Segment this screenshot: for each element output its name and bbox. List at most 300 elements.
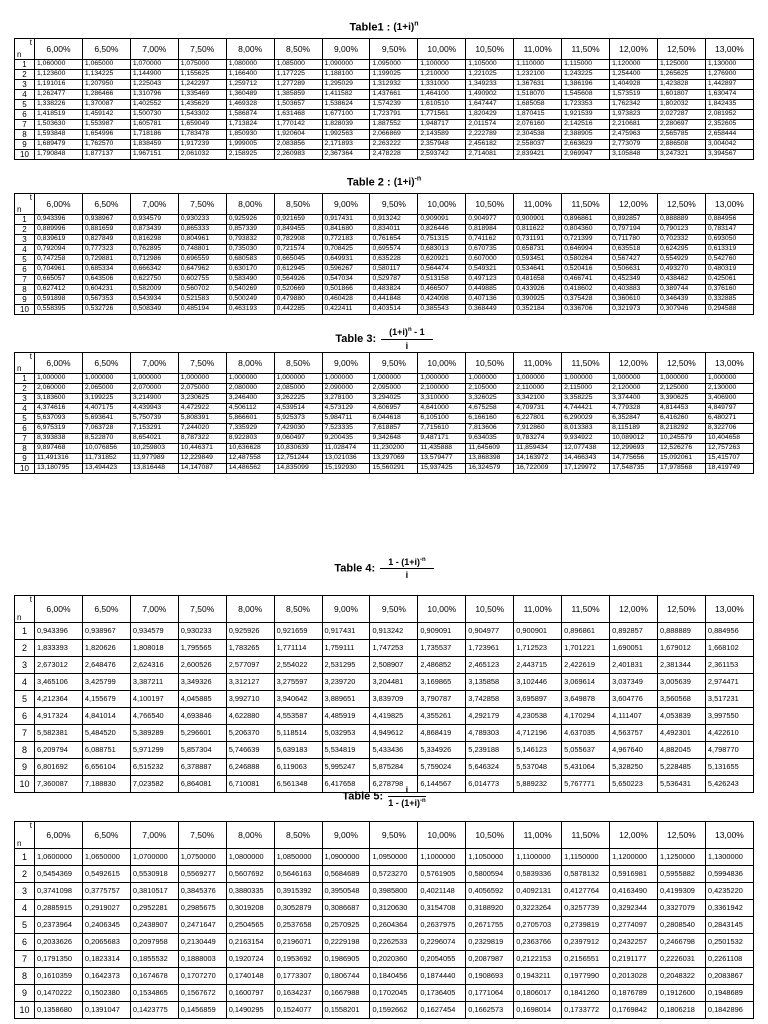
rate-header-cell: 8,50%	[274, 353, 322, 374]
value-cell: 0,497123	[466, 275, 514, 285]
row-number-cell: 2	[15, 70, 35, 80]
row-number-cell: 10	[15, 1002, 35, 1019]
row-number-cell: 9	[15, 454, 35, 464]
rate-header-cell: 12,00%	[610, 353, 658, 374]
value-cell: 0,804961	[178, 235, 226, 245]
value-cell: 1,0600000	[35, 849, 83, 866]
value-cell: 0,389744	[657, 285, 705, 295]
value-cell: 0,1600797	[226, 985, 274, 1002]
period-axis-label: t	[29, 193, 32, 202]
row-number-cell: 5	[15, 255, 35, 265]
value-cell: 5,131655	[705, 759, 753, 776]
value-cell: 2,531295	[322, 657, 370, 674]
value-cell: 5,582381	[35, 725, 83, 742]
value-cell: 1,469328	[226, 100, 274, 110]
rate-header-cell: 13,00%	[705, 39, 753, 60]
value-cell: 1,110000	[514, 60, 562, 70]
table1-formula	[393, 22, 418, 33]
value-cell: 1,435629	[178, 100, 226, 110]
value-cell: 1,999005	[226, 140, 274, 150]
table-row	[15, 130, 754, 140]
table-row	[15, 742, 754, 759]
value-cell: 6,416260	[657, 414, 705, 424]
value-cell: 1,992563	[322, 130, 370, 140]
rate-header-cell: 10,00%	[418, 39, 466, 60]
value-cell: 1,917239	[178, 140, 226, 150]
value-cell: 0,4021148	[418, 883, 466, 900]
value-cell: 0,792094	[35, 245, 83, 255]
value-cell: 0,3327079	[657, 900, 705, 917]
value-cell: 0,2985675	[178, 900, 226, 917]
value-cell: 0,1567672	[178, 985, 226, 1002]
value-cell: 15,560291	[370, 464, 418, 474]
corner-cell	[15, 822, 35, 849]
value-cell: 1,123600	[35, 70, 83, 80]
value-cell: 2,142516	[562, 120, 610, 130]
value-cell: 2,974471	[705, 674, 753, 691]
value-cell: 0,627412	[35, 285, 83, 295]
value-cell: 0,2087987	[466, 951, 514, 968]
value-cell: 0,425061	[705, 275, 753, 285]
value-cell: 1,000000	[82, 374, 130, 384]
value-cell: 1,920604	[274, 130, 322, 140]
value-cell: 0,665045	[274, 255, 322, 265]
value-cell: 0,888889	[657, 215, 705, 225]
value-cell: 0,635228	[370, 255, 418, 265]
value-cell: 0,747258	[35, 255, 83, 265]
value-cell: 1,543302	[178, 110, 226, 120]
value-cell: 1,335469	[178, 90, 226, 100]
value-cell: 0,1470222	[35, 985, 83, 1002]
value-cell: 0,375428	[562, 295, 610, 305]
table-row	[15, 295, 754, 305]
value-cell: 0,647962	[178, 265, 226, 275]
table3-formula	[381, 327, 432, 351]
value-cell: 2,388905	[562, 130, 610, 140]
value-cell: 2,624316	[130, 657, 178, 674]
value-cell: 1,712523	[514, 640, 562, 657]
value-cell: 5,808391	[178, 414, 226, 424]
rate-header-cell: 12,00%	[610, 596, 658, 623]
value-cell: 0,5839336	[514, 866, 562, 883]
value-cell: 0,376160	[705, 285, 753, 295]
value-cell: 2,105000	[466, 384, 514, 394]
table3-formula-num: $(1+i)^n - 1$	[389, 327, 425, 337]
rate-header-cell: 11,50%	[562, 353, 610, 374]
rate-header-cell: 12,50%	[657, 596, 705, 623]
value-cell: 0,873439	[130, 225, 178, 235]
rate-header-cell: 9,50%	[370, 353, 418, 374]
value-cell: 0,1806744	[322, 968, 370, 985]
rate-header-cell: 9,50%	[370, 194, 418, 215]
table-row	[15, 384, 754, 394]
value-cell: 0,3985800	[370, 883, 418, 900]
row-number-cell: 4	[15, 245, 35, 255]
table-row	[15, 235, 754, 245]
rate-header-cell: 7,00%	[130, 194, 178, 215]
value-cell: 0,2919027	[82, 900, 130, 917]
value-cell: 4,606957	[370, 404, 418, 414]
rate-header-cell: 6,00%	[35, 194, 83, 215]
table-row	[15, 265, 754, 275]
value-cell: 4,100197	[130, 691, 178, 708]
value-cell: 18,419749	[705, 464, 753, 474]
rate-header-cell: 7,50%	[178, 353, 226, 374]
value-cell: 1,115000	[562, 60, 610, 70]
value-cell: 2,886508	[657, 140, 705, 150]
value-cell: 2,210681	[610, 120, 658, 130]
value-cell: 0,1943211	[514, 968, 562, 985]
row-number-cell: 2	[15, 640, 35, 657]
value-cell: 2,486852	[418, 657, 466, 674]
value-cell: 5,637093	[35, 414, 83, 424]
value-cell: 7,023582	[130, 776, 178, 793]
value-cell: 0,1986905	[322, 951, 370, 968]
rate-header-cell: 10,50%	[466, 194, 514, 215]
value-cell: 0,1948689	[705, 985, 753, 1002]
value-cell: 2,011574	[466, 120, 514, 130]
value-cell: 2,061032	[178, 150, 226, 160]
value-cell: 0,480319	[705, 265, 753, 275]
value-cell: 0,1953692	[274, 951, 322, 968]
value-cell: 5,537048	[514, 759, 562, 776]
value-cell: 1,065000	[82, 60, 130, 70]
value-cell: 2,714081	[466, 150, 514, 160]
value-cell: 1,360489	[226, 90, 274, 100]
value-cell: 0,483824	[370, 285, 418, 295]
value-cell: 0,560702	[178, 285, 226, 295]
value-cell: 0,1642373	[82, 968, 130, 985]
value-cell: 0,2952281	[130, 900, 178, 917]
value-cell: 0,2504565	[226, 917, 274, 934]
rate-header-cell: 10,50%	[466, 596, 514, 623]
rate-header-cell: 10,50%	[466, 353, 514, 374]
value-cell: 1,418519	[35, 110, 83, 120]
value-cell: 1,723791	[370, 110, 418, 120]
value-cell: 0,841680	[322, 225, 370, 235]
value-cell: 13,868398	[466, 454, 514, 464]
value-cell: 0,1610359	[35, 968, 83, 985]
value-cell: 1,000000	[35, 374, 83, 384]
value-cell: 0,938967	[82, 215, 130, 225]
value-cell: 4,472922	[178, 404, 226, 414]
value-cell: 5,239188	[466, 742, 514, 759]
rate-header-cell: 6,50%	[82, 822, 130, 849]
row-number-cell: 9	[15, 140, 35, 150]
row-number-cell: 9	[15, 759, 35, 776]
value-cell: 0,702332	[657, 235, 705, 245]
value-cell: 0,596267	[322, 265, 370, 275]
value-cell: 0,1855532	[130, 951, 178, 968]
value-cell: 0,3086687	[322, 900, 370, 917]
value-cell: 1,000000	[130, 374, 178, 384]
value-cell: 4,573129	[322, 404, 370, 414]
value-cell: 0,921659	[274, 215, 322, 225]
row-axis-label: n	[17, 205, 22, 214]
value-cell: 0,564474	[418, 265, 466, 275]
value-cell: 0,2471647	[178, 917, 226, 934]
table-row	[15, 60, 754, 70]
value-cell: 0,643506	[82, 275, 130, 285]
value-cell: 4,849797	[705, 404, 753, 414]
table4-formula	[380, 557, 433, 580]
table-row	[15, 404, 754, 414]
value-cell: 0,1908693	[466, 968, 514, 985]
value-cell: 1,085000	[274, 60, 322, 70]
value-cell: 1,659049	[178, 120, 226, 130]
value-cell: 1,130000	[705, 60, 753, 70]
table5-grid	[14, 821, 754, 1019]
value-cell: 7,153291	[130, 424, 178, 434]
value-cell: 15,092061	[657, 454, 705, 464]
value-cell: 0,1806017	[514, 985, 562, 1002]
value-cell: 1,887552	[370, 120, 418, 130]
value-cell: 1,0700000	[130, 849, 178, 866]
value-cell: 0,1634237	[274, 985, 322, 1002]
value-cell: 0,5994836	[705, 866, 753, 883]
value-cell: 0,567353	[82, 295, 130, 305]
value-cell: 3,135858	[466, 674, 514, 691]
value-cell: 0,811622	[514, 225, 562, 235]
value-cell: 2,260983	[274, 150, 322, 160]
row-number-cell: 7	[15, 434, 35, 444]
rate-header-cell: 6,50%	[82, 39, 130, 60]
value-cell: 0,2705703	[514, 917, 562, 934]
value-cell: 2,577097	[226, 657, 274, 674]
value-cell: 4,355261	[418, 708, 466, 725]
table-row	[15, 275, 754, 285]
value-cell: 1,210000	[418, 70, 466, 80]
value-cell: 7,813606	[466, 424, 514, 434]
value-cell: 0,449885	[466, 285, 514, 295]
value-cell: 0,321973	[610, 305, 658, 315]
value-cell: 0,1740148	[226, 968, 274, 985]
value-cell: 0,433926	[514, 285, 562, 295]
value-cell: 1,0650000	[82, 849, 130, 866]
value-cell: 0,1391047	[82, 1002, 130, 1019]
value-cell: 4,798770	[705, 742, 753, 759]
value-cell: 0,2226031	[657, 951, 705, 968]
rate-header-cell: 7,50%	[178, 39, 226, 60]
value-cell: 3,239720	[322, 674, 370, 691]
value-cell: 1,973823	[610, 110, 658, 120]
value-cell: 0,500249	[226, 295, 274, 305]
value-cell: 1,762570	[82, 140, 130, 150]
rate-header-cell: 11,00%	[514, 822, 562, 849]
value-cell: 6,014773	[466, 776, 514, 793]
value-cell: 3,790787	[418, 691, 466, 708]
value-cell: 2,969947	[562, 150, 610, 160]
value-cell: 1,689479	[35, 140, 83, 150]
value-cell: 3,997550	[705, 708, 753, 725]
table-row	[15, 917, 754, 934]
value-cell: 1,500730	[130, 110, 178, 120]
value-cell: 0,930233	[178, 215, 226, 225]
value-cell: 1,000000	[562, 374, 610, 384]
rate-header-cell: 6,00%	[35, 596, 83, 623]
value-cell: 1,770142	[274, 120, 322, 130]
rate-header-cell: 6,00%	[35, 39, 83, 60]
value-cell: 3,940642	[274, 691, 322, 708]
value-cell: 0,2156551	[562, 951, 610, 968]
value-cell: 0,777323	[82, 245, 130, 255]
value-cell: 0,658731	[514, 245, 562, 255]
value-cell: 2,600526	[178, 657, 226, 674]
value-cell: 0,900901	[514, 215, 562, 225]
value-cell: 2,367364	[322, 150, 370, 160]
value-cell: 0,930233	[178, 623, 226, 640]
value-cell: 2,171893	[322, 140, 370, 150]
table-row	[15, 623, 754, 640]
period-axis-label: t	[29, 595, 32, 604]
value-cell: 0,424098	[418, 295, 466, 305]
row-number-cell: 1	[15, 374, 35, 384]
row-number-cell: 4	[15, 90, 35, 100]
value-cell: 0,1874440	[418, 968, 466, 985]
value-cell: 0,2604364	[370, 917, 418, 934]
value-cell: 1,573519	[610, 90, 658, 100]
table-row	[15, 454, 754, 464]
row-number-cell: 5	[15, 917, 35, 934]
value-cell: 4,292179	[466, 708, 514, 725]
row-number-cell: 8	[15, 968, 35, 985]
value-cell: 0,466741	[562, 275, 610, 285]
value-cell: 15,415707	[705, 454, 753, 464]
value-cell: 2,027287	[657, 110, 705, 120]
row-number-cell: 3	[15, 80, 35, 90]
value-cell: 1,207950	[82, 80, 130, 90]
value-cell: 1,795565	[178, 640, 226, 657]
value-cell: 1,090000	[322, 60, 370, 70]
table-row	[15, 849, 754, 866]
value-cell: 3,214900	[130, 394, 178, 404]
rate-header-cell: 13,00%	[705, 353, 753, 374]
value-cell: 2,422619	[562, 657, 610, 674]
rate-header-cell: 11,00%	[514, 39, 562, 60]
value-cell: 4,407175	[82, 404, 130, 414]
value-cell: 6,088751	[82, 742, 130, 759]
value-cell: 1,842435	[705, 100, 753, 110]
value-cell: 0,943396	[35, 215, 83, 225]
value-cell: 0,390925	[514, 295, 562, 305]
value-cell: 6,515232	[130, 759, 178, 776]
value-cell: 2,130000	[705, 384, 753, 394]
table4-formula-den: i	[405, 570, 409, 580]
table3-title-text: Table 3:	[335, 332, 380, 345]
value-cell: 0,521583	[178, 295, 226, 305]
value-cell: 1,833393	[35, 640, 83, 657]
rate-header-cell: 12,00%	[610, 39, 658, 60]
value-cell: 2,839421	[514, 150, 562, 160]
row-number-cell: 8	[15, 444, 35, 454]
rate-header-cell: 8,00%	[226, 596, 274, 623]
value-cell: 0,3257739	[562, 900, 610, 917]
value-cell: 2,401831	[610, 657, 658, 674]
value-cell: 17,548735	[610, 464, 658, 474]
value-cell: 12,757263	[705, 444, 753, 454]
value-cell: 8,013383	[562, 424, 610, 434]
value-cell: 3,069614	[562, 674, 610, 691]
value-cell: 2,066869	[370, 130, 418, 140]
table-row	[15, 434, 754, 444]
table-row	[15, 140, 754, 150]
value-cell: 1,277289	[274, 80, 322, 90]
value-cell: 1,631468	[274, 110, 322, 120]
value-cell: 4,709731	[514, 404, 562, 414]
value-cell: 5,857304	[178, 742, 226, 759]
value-cell: 5,875284	[370, 759, 418, 776]
value-cell: 11,645609	[466, 444, 514, 454]
rate-header-cell: 8,50%	[274, 596, 322, 623]
value-cell: 1,503630	[35, 120, 83, 130]
row-number-cell: 9	[15, 985, 35, 1002]
value-cell: 0,635518	[610, 245, 658, 255]
value-cell: 0,2843145	[705, 917, 753, 934]
value-cell: 1,790848	[35, 150, 83, 160]
value-cell: 5,746639	[226, 742, 274, 759]
value-cell: 7,360087	[35, 776, 83, 793]
value-cell: 0,418602	[562, 285, 610, 295]
value-cell: 0,2229198	[322, 934, 370, 951]
value-cell: 2,125000	[657, 384, 705, 394]
value-cell: 12,299693	[610, 444, 658, 454]
value-cell: 0,5607692	[226, 866, 274, 883]
table-row	[15, 759, 754, 776]
value-cell: 0,549321	[466, 265, 514, 275]
value-cell: 1,747253	[370, 640, 418, 657]
value-cell: 1,295029	[322, 80, 370, 90]
value-cell: 5,750739	[130, 414, 178, 424]
table-row	[15, 883, 754, 900]
value-cell: 0,5800594	[466, 866, 514, 883]
value-cell: 0,583490	[226, 275, 274, 285]
row-number-cell: 10	[15, 464, 35, 474]
value-cell: 6,144567	[418, 776, 466, 793]
value-cell: 14,775656	[610, 454, 658, 464]
rate-header-cell: 10,00%	[418, 353, 466, 374]
value-cell: 0,5569277	[178, 866, 226, 883]
table-row	[15, 985, 754, 1002]
value-cell: 4,967640	[610, 742, 658, 759]
value-cell: 3,342100	[514, 394, 562, 404]
value-cell: 16,722009	[514, 464, 562, 474]
value-cell: 0,466507	[418, 285, 466, 295]
value-cell: 0,2671755	[466, 917, 514, 934]
value-cell: 0,762895	[130, 245, 178, 255]
value-cell: 14,486562	[226, 464, 274, 474]
value-cell: 10,404658	[705, 434, 753, 444]
value-cell: 5,693641	[82, 414, 130, 424]
value-cell: 1,713824	[226, 120, 274, 130]
value-cell: 1,783265	[226, 640, 274, 657]
value-cell: 1,221025	[466, 70, 514, 80]
value-cell: 0,604231	[82, 285, 130, 295]
value-cell: 0,2163154	[226, 934, 274, 951]
value-cell: 0,793832	[226, 235, 274, 245]
row-number-cell: 9	[15, 295, 35, 305]
value-cell: 0,3810517	[130, 883, 178, 900]
value-cell: 0,5723270	[370, 866, 418, 883]
value-cell: 0,1558201	[322, 1002, 370, 1019]
rate-header-cell: 9,00%	[322, 822, 370, 849]
value-cell: 0,704961	[35, 265, 83, 275]
value-cell: 2,508907	[370, 657, 418, 674]
value-cell: 9,342648	[370, 434, 418, 444]
table-row	[15, 255, 754, 265]
value-cell: 6,975319	[35, 424, 83, 434]
rate-header-cell: 11,50%	[562, 39, 610, 60]
value-cell: 0,1876789	[610, 985, 658, 1002]
